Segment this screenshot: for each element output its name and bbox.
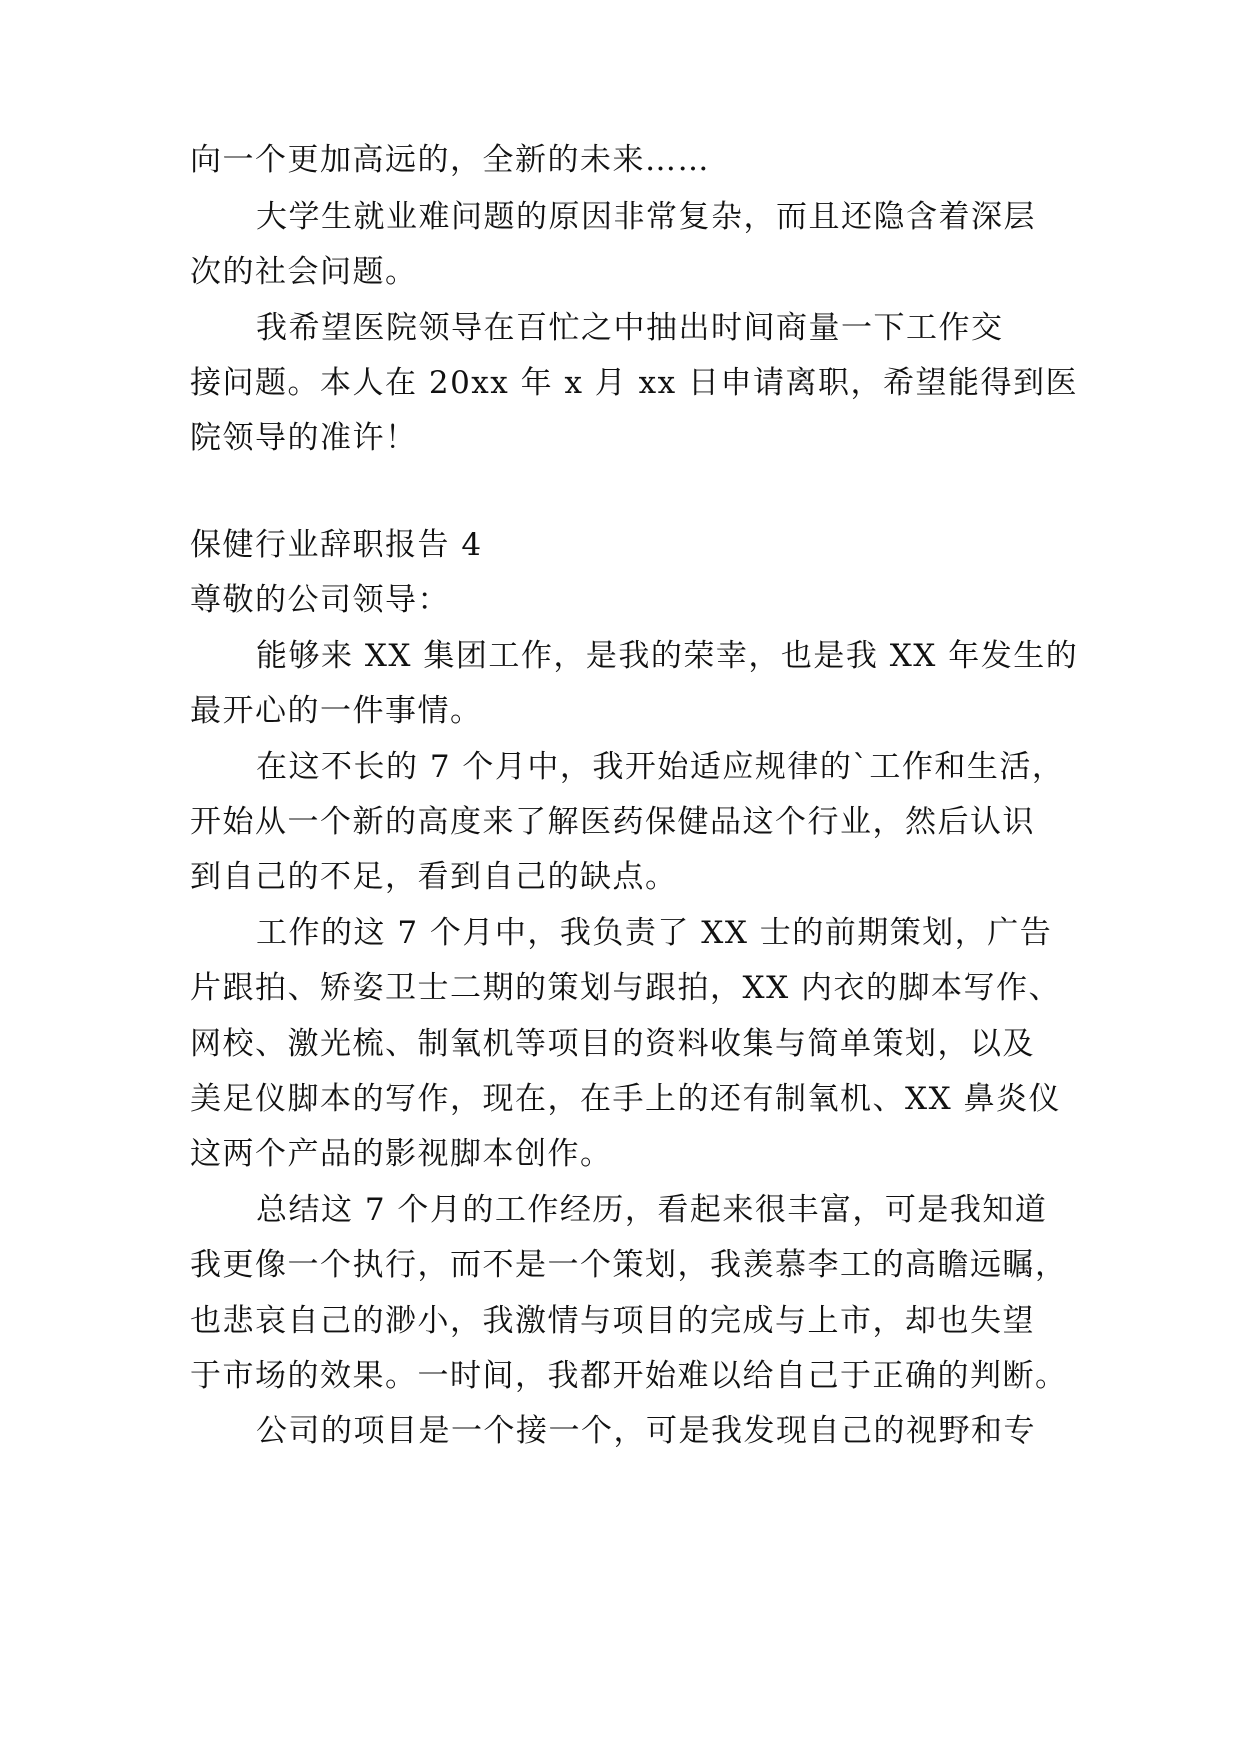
paragraph-line: 我更像一个执行，而不是一个策划，我羡慕李工的高瞻远瞩， [190,1247,1068,1283]
paragraph-line: 网校、激光梳、制氧机等项目的资料收集与简单策划，以及 [190,1026,1035,1062]
paragraph-continuation-line: 向一个更加高远的，全新的未来…… [190,142,710,178]
paragraph-line: 大学生就业难问题的原因非常复杂，而且还隐含着深层 [256,199,1036,235]
paragraph-line: 也悲哀自己的渺小，我激情与项目的完成与上市，却也失望 [190,1303,1035,1339]
salutation: 尊敬的公司领导： [190,582,450,618]
paragraph-line: 在这不长的 7 个月中，我开始适应规律的`工作和生活， [256,749,1065,785]
paragraph-line: 美足仪脚本的写作，现在，在手上的还有制氧机、XX 鼻炎仪 [190,1081,1061,1117]
paragraph-line: 片跟拍、矫姿卫士二期的策划与跟拍，XX 内衣的脚本写作、 [190,970,1061,1006]
paragraph-line: 能够来 XX 集团工作，是我的荣幸，也是我 XX 年发生的 [256,638,1079,674]
paragraph-line: 最开心的一件事情。 [190,693,483,729]
paragraph-line: 于市场的效果。一时间，我都开始难以给自己于正确的判断。 [190,1358,1068,1394]
paragraph-line: 公司的项目是一个接一个，可是我发现自己的视野和专 [256,1413,1036,1449]
paragraph-line: 工作的这 7 个月中，我负责了 XX 士的前期策划，广告 [256,915,1053,951]
paragraph-line: 这两个产品的影视脚本创作。 [190,1136,613,1172]
paragraph-line: 接问题。本人在 20xx 年 x 月 xx 日申请离职，希望能得到医 [190,365,1078,401]
paragraph-line: 我希望医院领导在百忙之中抽出时间商量一下工作交 [256,310,1004,346]
paragraph-line: 院领导的准许！ [190,420,418,456]
paragraph-line: 次的社会问题。 [190,254,418,290]
paragraph-line: 到自己的不足，看到自己的缺点。 [190,859,678,895]
paragraph-line: 总结这 7 个月的工作经历，看起来很丰富，可是我知道 [256,1192,1048,1228]
section-heading: 保健行业辞职报告 4 [190,527,483,563]
paragraph-line: 开始从一个新的高度来了解医药保健品这个行业，然后认识 [190,804,1035,840]
